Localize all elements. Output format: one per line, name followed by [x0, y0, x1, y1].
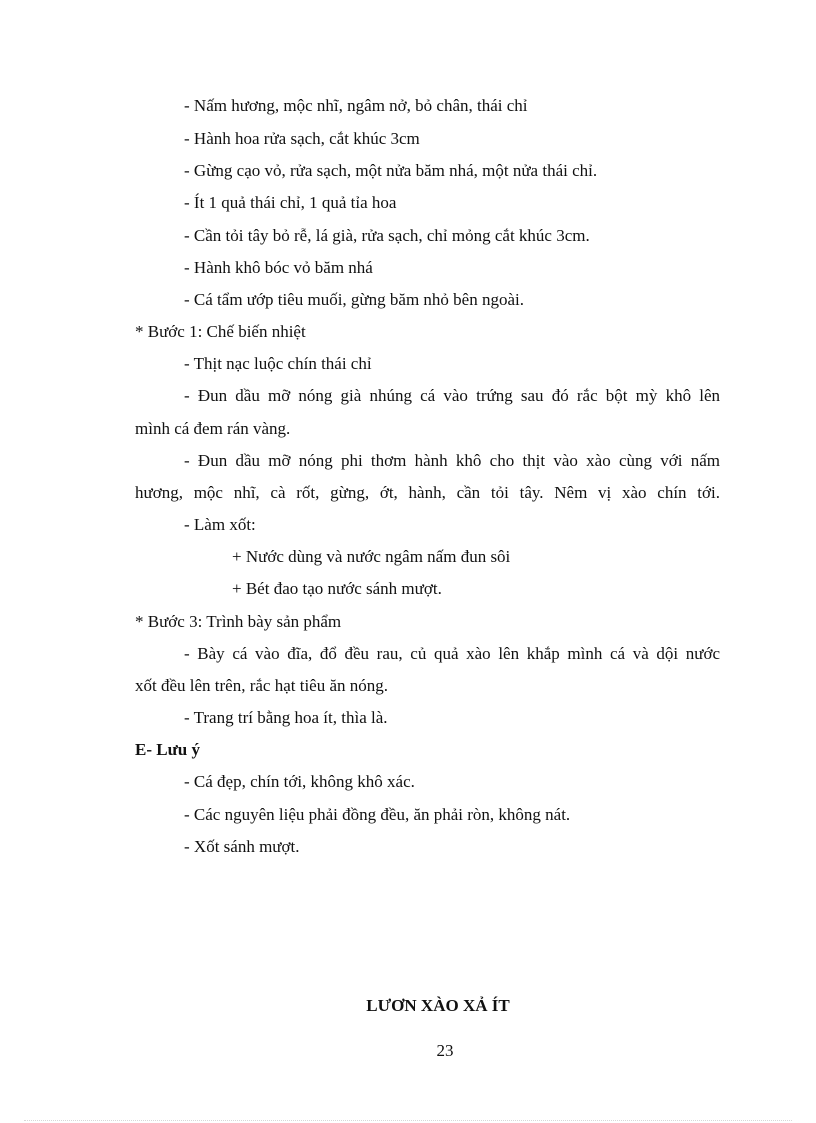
step-3-plate-line1: - Bày cá vào đĩa, đổ đều rau, củ quả xào lên khắp mình cá và dội nước [184, 644, 720, 663]
sauce-step-1: + Nước dùng và nước ngâm nấm đun sôi [232, 547, 511, 566]
ingredient-fish: - Cá tẩm ướp tiêu muối, gừng băm nhỏ bên ngoài. [184, 290, 524, 309]
step-1-pork: - Thịt nạc luộc chín thái chỉ [184, 354, 372, 373]
step-heading-1: * Bước 1: Chế biến nhiệt [135, 322, 306, 341]
step-1-stirfry-line2: hương, mộc nhĩ, cà rốt, gừng, ớt, hành, cần tỏi tây. Nêm vị xào chín tới. [135, 483, 720, 502]
page-number: 23 [436, 1041, 454, 1060]
note-1: - Cá đẹp, chín tới, không khô xác. [184, 772, 415, 791]
step-1-fry-fish-line2: mình cá đem rán vàng. [135, 419, 291, 438]
step-1-stirfry-line1: - Đun dầu mỡ nóng phi thơm hành khô cho thịt vào xào cùng với nấm [184, 451, 720, 470]
ingredient-scallion: - Hành hoa rửa sạch, cắt khúc 3cm [184, 129, 420, 148]
ingredient-mushroom: - Nấm hương, mộc nhĩ, ngâm nở, bỏ chân, thái chỉ [184, 96, 528, 115]
ingredient-shallot: - Hành khô bóc vỏ băm nhá [184, 258, 373, 277]
ingredient-chili: - Ít 1 quả thái chỉ, 1 quả tỉa hoa [184, 193, 397, 212]
sauce-step-2: + Bét đao tạo nước sánh mượt. [232, 579, 442, 598]
sauce-heading: - Làm xốt: [184, 515, 256, 534]
step-1-fry-fish-line1: - Đun dầu mỡ nóng già nhúng cá vào trứng sau đó rắc bột mỳ khô lên [184, 386, 720, 405]
note-3: - Xốt sánh mượt. [184, 837, 300, 856]
step-3-garnish: - Trang trí bằng hoa ít, thìa là. [184, 708, 388, 727]
next-recipe-title: LƯƠN XÀO XẢ ÍT [366, 996, 510, 1015]
page-bottom-border [24, 1120, 792, 1121]
step-3-plate-line2: xốt đều lên trên, rắc hạt tiêu ăn nóng. [135, 676, 389, 695]
ingredient-ginger: - Gừng cạo vỏ, rửa sạch, một nửa băm nhá, một nửa thái chỉ. [184, 161, 598, 180]
step-heading-3: * Bước 3: Trình bày sản phẩm [135, 612, 342, 631]
section-notes-heading: E- Lưu ý [135, 740, 200, 759]
ingredient-leek: - Cần tỏi tây bỏ rễ, lá già, rửa sạch, chỉ mỏng cắt khúc 3cm. [184, 226, 590, 245]
note-2: - Các nguyên liệu phải đồng đều, ăn phải ròn, không nát. [184, 805, 571, 824]
